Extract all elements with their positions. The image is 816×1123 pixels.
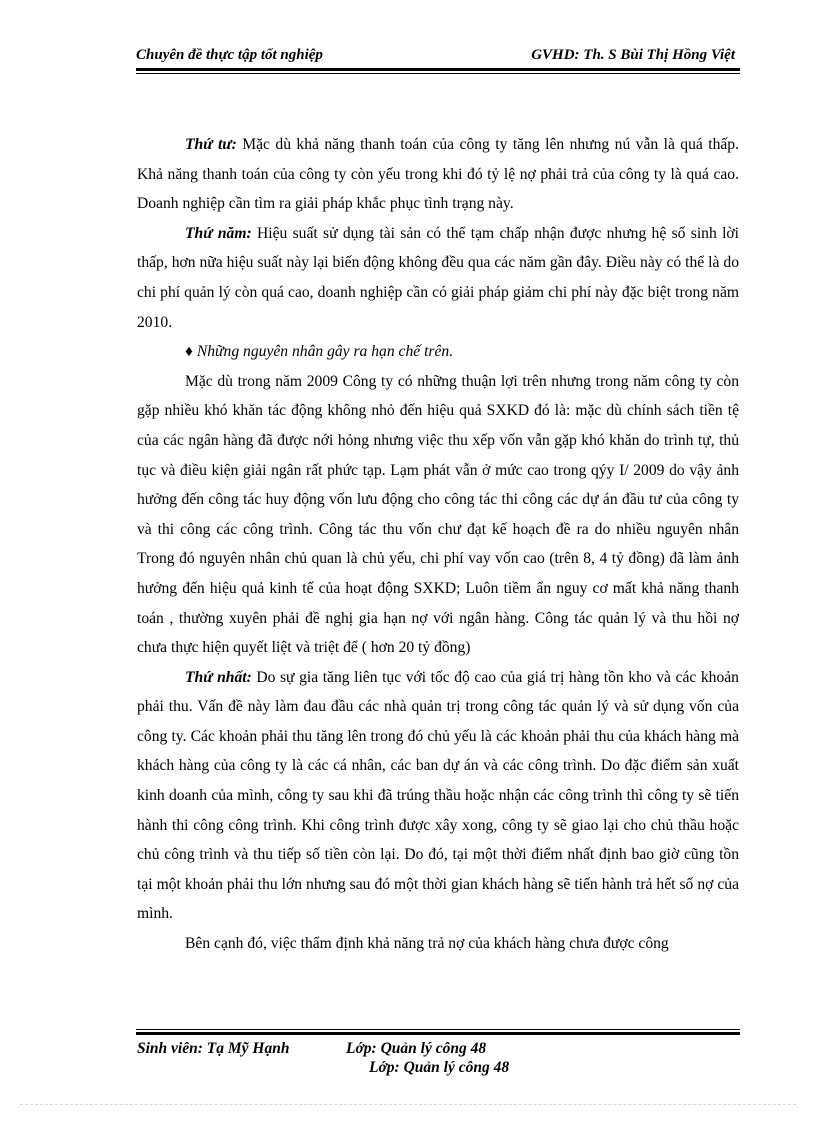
footer-class-repeat: Lớp: Quản lý công 48 [369, 1059, 510, 1076]
paragraph-lead: Thứ năm: [185, 224, 252, 242]
footer-student: Sinh viên: Tạ Mỹ Hạnh [137, 1040, 290, 1057]
header-advisor: GVHD: Th. S Bùi Thị Hồng Việt [531, 47, 735, 63]
paragraph-thu-tu [137, 130, 739, 219]
paragraph-text: Do sự gia tăng liên tục với tốc độ cao của giá trị hàng tồn kho và các khoản phải thu. Vấn đề này làm đau đầu các nhà quản trị trong công tác quản lý và sử dụng vốn của công ty. Các khoản phải thu tăng lên trong đó chủ yếu là các khoản phải thu của khách hàng mà khách hàng của công ty là các cá nhân, các ban dự án và các công trình. Do đặc điểm sản xuất kinh doanh của mình, công ty sau khi đã trúng thầu hoặc nhận các công trình thì công ty sẽ tiến hành thi công công trình. Khi công trình được xây xong, công ty sẽ giao lại cho chủ thầu hoặc chủ công trình và thu tiếp số tiền còn lại. Do đó, tại một thời điểm nhất định bao giờ cũng tồn tại một khoản phải thu lớn nhưng sau đó một thời gian khách hàng sẽ tiến hành trả hết số nợ của mình. [137, 668, 739, 923]
paragraph-causes: Mặc dù trong năm 2009 Công ty có những thuận lợi trên nhưng trong năm công ty còn gặp nhiều khó khăn tác động không nhỏ đến hiệu quả SXKD đó là: mặc dù chính sách tiền tệ của các ngân hàng đã được nới hỏng nhưng việc thu xếp vốn vẫn gặp khó khăn do trình tự, thủ tục và điều kiện giải ngân rất phức tạp. Lạm phát vẫn ở mức cao trong qýy I/ 2009 do vậy ảnh hưởng đến công tác huy động vốn lưu động cho công tác thi công các dự án đầu tư của công ty và thi công các công trình. Công tác thu vốn chư đạt kế hoạch đề ra do nhiều nguyên nhân Trong đó nguyên nhân chủ quan là chủ yếu, chi phí vay vốn cao (trên 8, 4 tỷ đồng) đã làm ảnh hưởng đến hiệu quả kinh tế của hoạt động SXKD; Luôn tiềm ẩn nguy cơ mất khả năng thanh toán , thường xuyên phải đề nghị gia hạn nợ với ngân hàng. Công tác quản lý và thu hồi nợ chưa thực hiện quyết liệt và triệt để ( hơn 20 tỷ đồng) [137, 372, 739, 657]
paragraph-text: Mặc dù khả năng thanh toán của công ty tăng lên nhưng nú vẫn là quá thấp. Khả năng thanh toán của công ty còn yếu trong khi đó tỷ lệ nợ phải trả của công ty là quá cao. Doanh nghiệp cần tìm ra giải pháp khắc phục tình trạng này. [137, 136, 739, 213]
page-header [136, 45, 739, 67]
header-title: Chuyên đề thực tập tốt nghiệp [136, 47, 323, 63]
footer-rule-thick [136, 1032, 740, 1035]
footer-class: Lớp: Quản lý công 48 [346, 1040, 487, 1057]
page-footer [137, 1040, 740, 1080]
paragraph-thu-nhat [137, 663, 739, 929]
footer-rule-thin [136, 1029, 740, 1030]
document-body [137, 130, 739, 959]
paragraph-text: Hiệu suất sử dụng tài sản có thể tạm chấp nhận được nhưng hệ số sinh lời thấp, hơn nữa hiệu suất này lại biến động không đều qua các năm gần đây. Điều này có thể là do chi phí quản lý còn quá cao, doanh nghiệp cần có giải pháp giảm chi phí này đặc biệt trong năm 2010. [137, 224, 739, 331]
header-rule-thin [136, 73, 740, 74]
page-edge-divider [20, 1104, 796, 1105]
paragraph-ben-canh: Bên cạnh đó, việc thẩm định khả năng trả nợ của khách hàng chưa được công [185, 935, 669, 953]
section-bullet: ♦ Những nguyên nhân gây ra hạn chế trên. [185, 343, 454, 361]
paragraph-thu-nam [137, 219, 739, 337]
header-rule-thick [136, 68, 740, 71]
paragraph-lead: Thứ tư: [185, 136, 237, 153]
paragraph-lead: Thứ nhất: [185, 668, 252, 686]
